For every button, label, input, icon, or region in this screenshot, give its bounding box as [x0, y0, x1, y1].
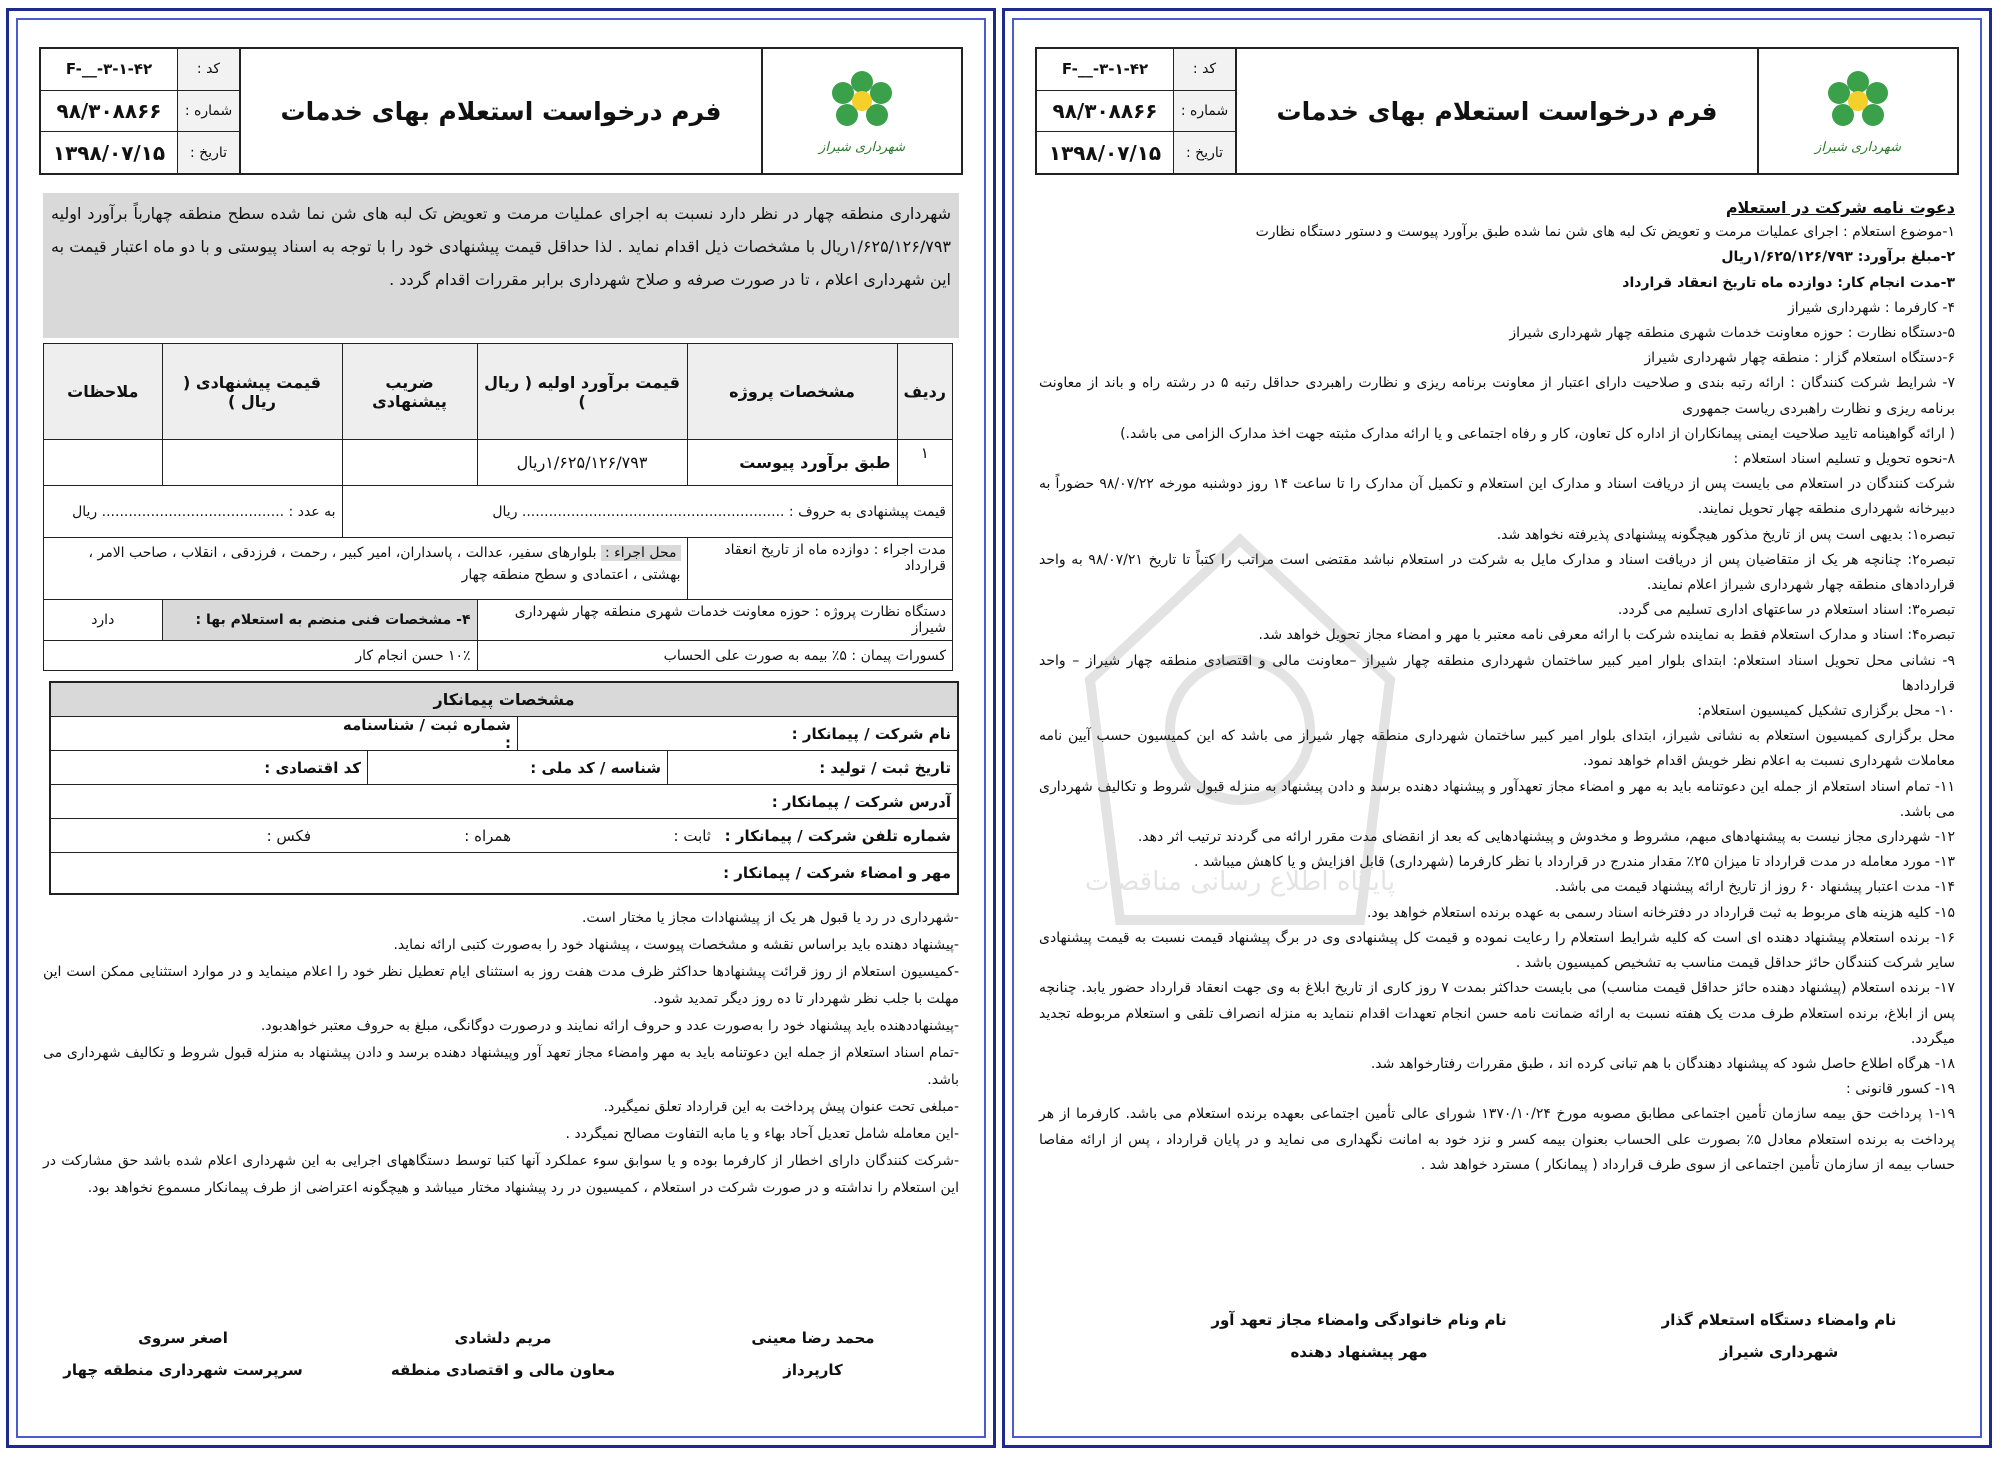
row-price: ۱/۶۲۵/۱۲۶/۷۹۳ریال — [477, 440, 687, 486]
date-label: تاریخ : — [1173, 132, 1235, 173]
row-offer[interactable] — [162, 440, 342, 486]
form-title: فرم درخواست استعلام بهای خدمات — [280, 96, 722, 126]
row-spec: طبق برآورد پیوست — [687, 440, 897, 486]
tech-spec-value: دارد — [44, 600, 163, 641]
signature-finance: مریم دلشادی معاون مالی و اقتصادی منطقه — [390, 1329, 616, 1379]
address-field[interactable]: آدرس شرکت / پیمانکار : — [771, 792, 951, 811]
code-value: F-__-۳-۱-۴۲ — [65, 60, 153, 79]
form-meta — [1037, 49, 1237, 173]
duration: مدت اجراء : دوازده ماه از تاریخ انعقاد قرارداد — [687, 538, 952, 600]
form-header — [1035, 47, 1959, 175]
item: ۸-نحوه تحویل و تسلیم اسناد استعلام : — [1733, 451, 1955, 468]
contractor-section — [49, 681, 959, 895]
offer-digits[interactable]: به عدد : ......................................... ریال — [44, 486, 343, 538]
item: ( ارائه گواهینامه تایید صلاحیت ایمنی پیمانکاران از اداره کل تعاون، کار و رفاه اجتماعی و یا ارائه مدارک مثبته جهت اخذ مدارک الزامی می باشد.) — [1120, 425, 1955, 442]
col-price: قیمت برآورد اولیه ( ریال ) — [477, 344, 687, 440]
signature-issuer: نام وامضاء دستگاه استعلام گذار شهرداری شیراز — [1661, 1311, 1897, 1361]
row-number: ۱ — [897, 440, 952, 486]
contractor-title: مشخصات پیمانکار — [51, 683, 957, 717]
number-value: ۹۸/۳۰۸۸۶۶ — [1052, 99, 1158, 123]
item: ۱۵- کلیه هزینه های مربوط به ثبت قرارداد در دفترخانه اسناد رسمی به عهده برنده استعلام خواهد بود. — [1367, 904, 1955, 921]
item: ۱۷- برنده استعلام (پیشنهاد دهنده حائز حداقل قیمت مناسب) می بایست حداکثر بمدت ۷ روز کاری از تاریخ ابلاغ به وی جهت انعقاد قرارداد حضور یابد. چنانچه پس از ابلاغ، برنده استعلام طرف مدت یک هفته نسبت به ارائه ضمانت نامه حسن انجام تعهدات اقدام ننماید به منزله انصراف تلقی و استعلام مربوطه تجدید میگردد. — [1039, 980, 1955, 1047]
item: ۱۸- هرگاه اطلاع حاصل شود که پیشنهاد دهندگان با هم تبانی کرده اند ، طبق مقررات رفتارخواهد شد. — [1370, 1055, 1955, 1072]
item: ۱۱- تمام اسناد استعلام از جمله این دعوتنامه باید به مهر و امضاء مجاز تعهدآور و پیشنهاد دهنده برسد و دادن پیشنهاد به منزله قبول شروط و تکالیف شهرداری می باشد. — [1039, 778, 1955, 820]
item: ۱-موضوع استعلام : اجرای عملیات مرمت و تعویض تک لبه های شن نما شده طبق برآورد پیوست و دستور دستگاه نظارت — [1255, 224, 1955, 241]
date-label: تاریخ : — [177, 132, 239, 173]
signature-procurement: محمد رضا معینی کارپرداز — [751, 1329, 875, 1379]
note: -مبلغی تحت عنوان پیش پرداخت به این قرارداد تعلق نمیگیرد. — [603, 1099, 959, 1115]
logo-text: شهرداری شیراز — [1815, 139, 1901, 155]
item: ۱۹- کسور قانونی : — [1846, 1081, 1955, 1098]
good-performance: ۱۰٪ حسن انجام کار — [44, 641, 478, 671]
mobile-field[interactable]: همراه : — [464, 826, 511, 845]
item: محل برگزاری کمیسیون استعلام به نشانی شیراز، ابتدای بلوار امیر کبیر ساختمان شهرداری منطقه چهار شیراز می باشد که این کمیسیون حسب آیین نامه معاملات شهرداری نسبت به اعلام نظر خویش اقدام خواهد نمود. — [1039, 728, 1955, 770]
item: ۶-دستگاه استعلام گزار : منطقه چهار شهرداری شیراز — [1644, 350, 1955, 367]
item: ۱-۱۹ پرداخت حق بیمه سازمان تأمین اجتماعی مطابق مصوبه مورخ ۱۳۷۰/۱۰/۲۴ شورای عالی تأمین اجتماعی بعهده برنده استعلام می باشد. کارفرما از هر پرداخت به برنده استعلام معادل ۵٪ بصورت علی الحساب بعنوان بیمه کسر و نزد خود به امانت نگهداری می نماید و در پایان قرارداد ، پس از ارائه مفاصا حساب بیمه از سازمان تأمین اجتماعی از سوی طرف قرارداد ( پیمانکار ) مسترد خواهد شد . — [1039, 1106, 1955, 1173]
item: تبصره۲: چنانچه هر یک از متقاضیان پس از دریافت اسناد و مدارک مایل به شرکت در استعلام نباشد مقتضی است مراتب را کتباً تا تاریخ ۹۸/۰۷/۲۱ به واحد قراردادهای منطقه چهار شهرداری شیراز اعلام نمایند. — [1039, 551, 1955, 594]
invitation-heading: دعوت نامه شرکت در استعلام — [1725, 198, 1955, 217]
item: ۲-مبلغ برآورد: ۱/۶۲۵/۱۲۶/۷۹۳ریال — [1721, 249, 1955, 266]
code-label: کد : — [1173, 49, 1235, 90]
company-name-field[interactable]: نام شرکت / پیمانکار : — [517, 717, 957, 750]
row-notes[interactable] — [44, 440, 163, 486]
date-value: ۱۳۹۸/۰۷/۱۵ — [1048, 140, 1162, 165]
form-header — [39, 47, 963, 175]
form-title: فرم درخواست استعلام بهای خدمات — [1276, 96, 1718, 126]
code-label: کد : — [177, 49, 239, 90]
left-notes — [43, 905, 959, 1202]
note: -این معامله شامل تعدیل آحاد بهاء و یا مابه التفاوت مصالح نمیگردد . — [565, 1126, 959, 1142]
note: -پیشنهاددهنده باید پیشنهاد خود را به‌صورت عدد و حروف ارائه نمایند و درصورت دوگانگی، مبلغ به حروف معتبر خواهدبود. — [260, 1018, 959, 1034]
location-value: بلوارهای سفیر، عدالت ، پاسداران، امیر کبیر ، رحمت ، فرزدقی ، انقلاب ، صاحب الامر ، بهشتی ، اعتمادی و سطح منطقه چهار — [88, 545, 681, 583]
logo-text: شهرداری شیراز — [819, 139, 905, 155]
fixed-phone-field[interactable]: ثابت : — [673, 826, 711, 845]
intro-paragraph: شهرداری منطقه چهار در نظر دارد نسبت به اجرای عملیات مرمت و تعویض تک لبه های شن نما شده سطح منطقه چهارباً برآورد اولیه ۱/۶۲۵/۱۲۶/۷۹۳ریال با مشخصات ذیل اقدام نماید . لذا حداقل قیمت پیشنهادی خود را با توجه به اسناد پیوستی و با دو ماه اعتبار قیمت به این شهرداری اعلام ، تا در صورت صرفه و صلاح شهرداری برابر مقررات اقدام گردد . — [43, 193, 959, 338]
note: -پیشنهاد دهنده باید براساس نقشه و مشخصات پیوست ، پیشنهاد خود را به‌صورت کتبی ارائه نماید. — [393, 937, 959, 953]
item: تبصره۴: اسناد و مدارک استعلام فقط به نماینده شرکت با ارائه معرفی نامه معتبر با مهر و امضاء مجاز تحویل خواهد شد. — [1258, 627, 1955, 644]
national-id-field[interactable]: شناسه / کد ملی : — [367, 751, 667, 784]
col-notes: ملاحظات — [44, 344, 163, 440]
item: ۳-مدت انجام کار: دوازده ماه تاریخ انعقاد قرارداد — [1622, 274, 1955, 291]
note: -شرکت کنندگان دارای اخطار از کارفرما بوده و یا سوابق سوء عملکرد آنها کتبا توسط دستگاههای اجرایی به این شهرداری اعلام شده باشد حق مشارکت در این استعلام را نداشته و در صورت شرکت در استعلام ، کمیسیون در رد پیشنهاد مختار میباشد و هیچگونه اعتراضی از طرف پیمانکار مسموع نخواهد بود. — [43, 1153, 959, 1196]
deductions: کسورات پیمان : ۵٪ بیمه به صورت علی الحساب — [477, 641, 952, 671]
item: ۵-دستگاه نظارت : حوزه معاونت خدمات شهری منطقه چهار شهرداری شیراز — [1509, 325, 1955, 342]
number-label: شماره : — [1173, 91, 1235, 132]
row-coef[interactable] — [342, 440, 477, 486]
right-invitation-page — [1002, 8, 1992, 1448]
signature-supervisor: اصغر سروی سرپرست شهرداری منطقه چهار — [63, 1329, 303, 1379]
signature-bidder: نام ونام خانوادگی وامضاء مجاز تعهد آور مهر پیشنهاد دهنده — [1211, 1311, 1507, 1361]
shiraz-municipality-logo — [1757, 49, 1957, 173]
note: -کمیسیون استعلام از روز قرائت پیشنهادها حداکثر ظرف مدت هفت روز به استثنای ایام تعطیل نظر خود را اعلام مینماید و در موارد استثنایی ممکن است این مهلت با جلب نظر شهردار تا ده روز دیگر تمدید شود. — [43, 964, 959, 1007]
registration-date-field[interactable]: تاریخ ثبت / تولید : — [667, 751, 957, 784]
location-cell — [44, 538, 688, 600]
offer-words[interactable]: قیمت پیشنهادی به حروف : ........................................................... ریال — [342, 486, 952, 538]
item: ۹- نشانی محل تحویل اسناد استعلام: ابتدای بلوار امیر کبیر ساختمان شهرداری منطقه چهار شیراز –معاونت مالی و اقتصادی منطقه چهار شیراز – واحد قراردادها — [1039, 652, 1955, 694]
seal-field[interactable]: مهر و امضاء شرکت / پیمانکار : — [723, 864, 951, 882]
registration-number-field[interactable]: شماره ثبت / شناسنامه : — [342, 715, 511, 752]
item: تبصره۱: بدیهی است پس از تاریخ مذکور هیچگونه پیشنهادی پذیرفته نخواهد شد. — [1496, 526, 1955, 543]
item: شرکت کنندگان در استعلام می بایست پس از دریافت اسناد و مدارک این استعلام و تکمیل آن مدارک را تا ساعت ۱۴ روز دوشنبه مورخه ۹۸/۰۷/۲۲ حضوراً به دبیرخانه شهرداری منطقه چهار تحویل نمایند. — [1039, 476, 1956, 518]
economic-code-field[interactable]: کد اقتصادی : — [264, 758, 361, 777]
project-table — [43, 343, 953, 671]
supervisor: دستگاه نظارت پروژه : حوزه معاونت خدمات شهری منطقه چهار شهرداری شیراز — [477, 600, 952, 641]
form-meta — [41, 49, 241, 173]
location-label: محل اجراء : — [601, 545, 681, 561]
col-row: ردیف — [897, 344, 952, 440]
item: ۱۴- مدت اعتبار پیشنهاد ۶۰ روز از تاریخ ارائه پیشنهاد قیمت می باشد. — [1554, 879, 1955, 896]
number-value: ۹۸/۳۰۸۸۶۶ — [56, 99, 162, 123]
item: ۴- کارفرما : شهرداری شیراز — [1787, 299, 1955, 316]
left-form-page — [6, 8, 996, 1448]
phone-field[interactable]: شماره تلفن شرکت / پیمانکار : — [724, 826, 951, 845]
col-coef: ضریب پیشنهادی — [342, 344, 477, 440]
col-offer: قیمت پیشنهادی ( ریال ) — [162, 344, 342, 440]
shiraz-municipality-logo — [761, 49, 961, 173]
note: -شهرداری در رد یا قبول هر یک از پیشنهادات مجاز یا مختار است. — [581, 910, 959, 926]
col-spec: مشخصات پروژه — [687, 344, 897, 440]
item: ۱۲- شهرداری مجاز نیست به پیشنهادهای مبهم، مشروط و مخدوش و پیشنهادهایی که بعد از انقضای مدت مقرر ارائه می گردند ترتیب اثر دهد. — [1137, 829, 1955, 846]
item: تبصره۳: اسناد استعلام در ساعتهای اداری تسلیم می گردد. — [1617, 602, 1955, 619]
number-label: شماره : — [177, 91, 239, 132]
item: ۱۶- برنده استعلام پیشنهاد دهنده ای است که کلیه شرایط استعلام را رعایت نموده و قیمت کل پیشنهادی وی در برگ پیشنهاد قیمت نسبت به قیمت پیشنهادی سایر شرکت کنندگان حائز حداقل قیمت مناسب به تشخیص کمیسیون باشد . — [1039, 929, 1955, 972]
code-value: F-__-۳-۱-۴۲ — [1061, 60, 1149, 79]
fax-field[interactable]: فکس : — [266, 826, 311, 845]
item: ۱۰- محل برگزاری تشکیل کمیسیون استعلام: — [1697, 703, 1955, 720]
item: ۱۳- مورد معامله در مدت قرارداد تا میزان ۲۵٪ مقدار مندرج در قرارداد با نظر کارفرما (شهرداری) قابل افزایش و یا کاهش میباشد . — [1193, 854, 1955, 871]
invitation-body — [1039, 195, 1955, 1178]
item: ۷- شرایط شرکت کنندگان : ارائه رتبه بندی و صلاحیت دارای اعتبار از معاونت برنامه ریزی و نظارت راهبردی حداقل رتبه ۵ در رشته راه و باند از معاونت برنامه ریزی و نظارت راهبردی ریاست جمهوری — [1039, 375, 1955, 417]
flower-logo-icon — [827, 68, 897, 138]
flower-logo-icon — [1823, 68, 1893, 138]
date-value: ۱۳۹۸/۰۷/۱۵ — [52, 140, 166, 165]
tech-spec-label: ۴- مشخصات فنی منضم به استعلام بها : — [162, 600, 477, 641]
note: -تمام اسناد استعلام از جمله این دعوتنامه باید به مهر وامضاء مجاز تعهد آور وپیشنهاد دهنده برسد و دادن پیشنهاد به منزله قبول شروط و تکالیف شهرداری می باشد. — [43, 1045, 959, 1088]
